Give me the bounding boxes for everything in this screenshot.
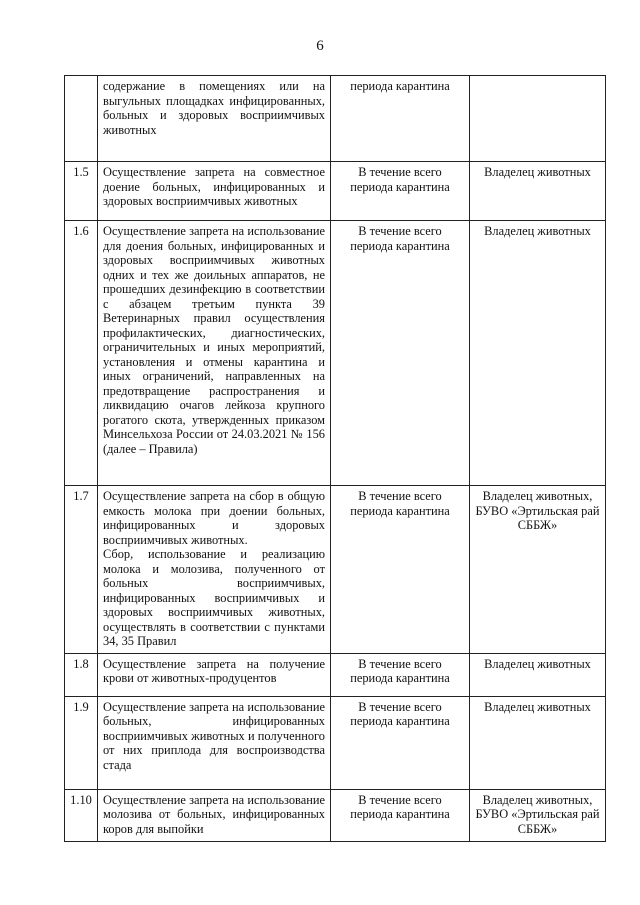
responsible-party: Владелец животных: [470, 162, 606, 221]
description-paragraph: содержание в помещениях или на выгульных площадках инфицированных, больных и здоровых восприимчивых животных: [103, 79, 325, 137]
measures-table: [64, 75, 606, 842]
row-number: 1.7: [65, 486, 98, 654]
measure-term: В течение всего периода карантина: [331, 696, 470, 789]
measure-term: В течение всего периода карантина: [331, 486, 470, 654]
table-row: [65, 789, 606, 841]
measure-term: периода карантина: [331, 76, 470, 162]
measure-description: [98, 162, 331, 221]
description-paragraph: Осуществление запрета на использование молозива от больных, инфицированных коров для выпойки: [103, 792, 325, 836]
measure-term: В течение всего периода карантина: [331, 653, 470, 696]
page-number: 6: [316, 38, 324, 54]
responsible-party: Владелец животных, БУВО «Эртильская рай СББЖ»: [470, 486, 606, 654]
responsible-party: [470, 76, 606, 162]
row-number: 1.10: [65, 789, 98, 841]
description-paragraph: Осуществление запрета на сбор в общую емкость молока при доении больных, инфицированных и здоровых восприимчивых животных.: [103, 489, 325, 547]
row-number: [65, 76, 98, 162]
table-row: [65, 162, 606, 221]
table-row: [65, 696, 606, 789]
table-row: [65, 221, 606, 486]
row-number: 1.5: [65, 162, 98, 221]
description-paragraph: Сбор, использование и реализацию молока и молозива, полученного от больных восприимчивых, инфицированных восприимчивых и здоровых восприимчивых животных, осуществлять в соответствии с пунктами 34, 35 Правил: [103, 547, 325, 648]
row-number: 1.8: [65, 653, 98, 696]
measure-description: [98, 221, 331, 486]
measure-description: [98, 789, 331, 841]
measure-description: [98, 696, 331, 789]
responsible-party: Владелец животных, БУВО «Эртильская рай СББЖ»: [470, 789, 606, 841]
measure-description: [98, 653, 331, 696]
row-number: 1.6: [65, 221, 98, 486]
responsible-party: Владелец животных: [470, 696, 606, 789]
measure-term: В течение всего периода карантина: [331, 789, 470, 841]
table-row: [65, 76, 606, 162]
responsible-party: Владелец животных: [470, 221, 606, 486]
measure-term: В течение всего периода карантина: [331, 162, 470, 221]
measure-description: [98, 486, 331, 654]
row-number: 1.9: [65, 696, 98, 789]
responsible-party: Владелец животных: [470, 653, 606, 696]
measure-term: В течение всего периода карантина: [331, 221, 470, 486]
measure-description: [98, 76, 331, 162]
table-row: [65, 653, 606, 696]
description-paragraph: Осуществление запрета на совместное доение больных, инфицированных и здоровых восприимчивых животных: [103, 165, 325, 208]
description-paragraph: Осуществление запрета на получение крови от животных-продуцентов: [103, 656, 325, 685]
description-paragraph: Осуществление запрета на использование для доения больных, инфицированных и здоровых восприимчивых животных одних и тех же доильных аппаратов, не прошедших дезинфекцию в соответствии с абзацем третьим пункта 39 Ветеринарных правил осуществления профилактических, диагностических, ограничительных и иных мероприятий, установления и отмены карантина и иных ограничений, направленных на предотвращение распространения и ликвидацию очагов лейкоза крупного рогатого скота, утвержденных приказом Минсельхоза России от 24.03.2021 № 156 (далее – Правила): [103, 224, 325, 456]
description-paragraph: Осуществление запрета на использование больных, инфицированных восприимчивых животных и полученного от них приплода для воспроизводства стада: [103, 699, 325, 772]
table-row: [65, 486, 606, 654]
